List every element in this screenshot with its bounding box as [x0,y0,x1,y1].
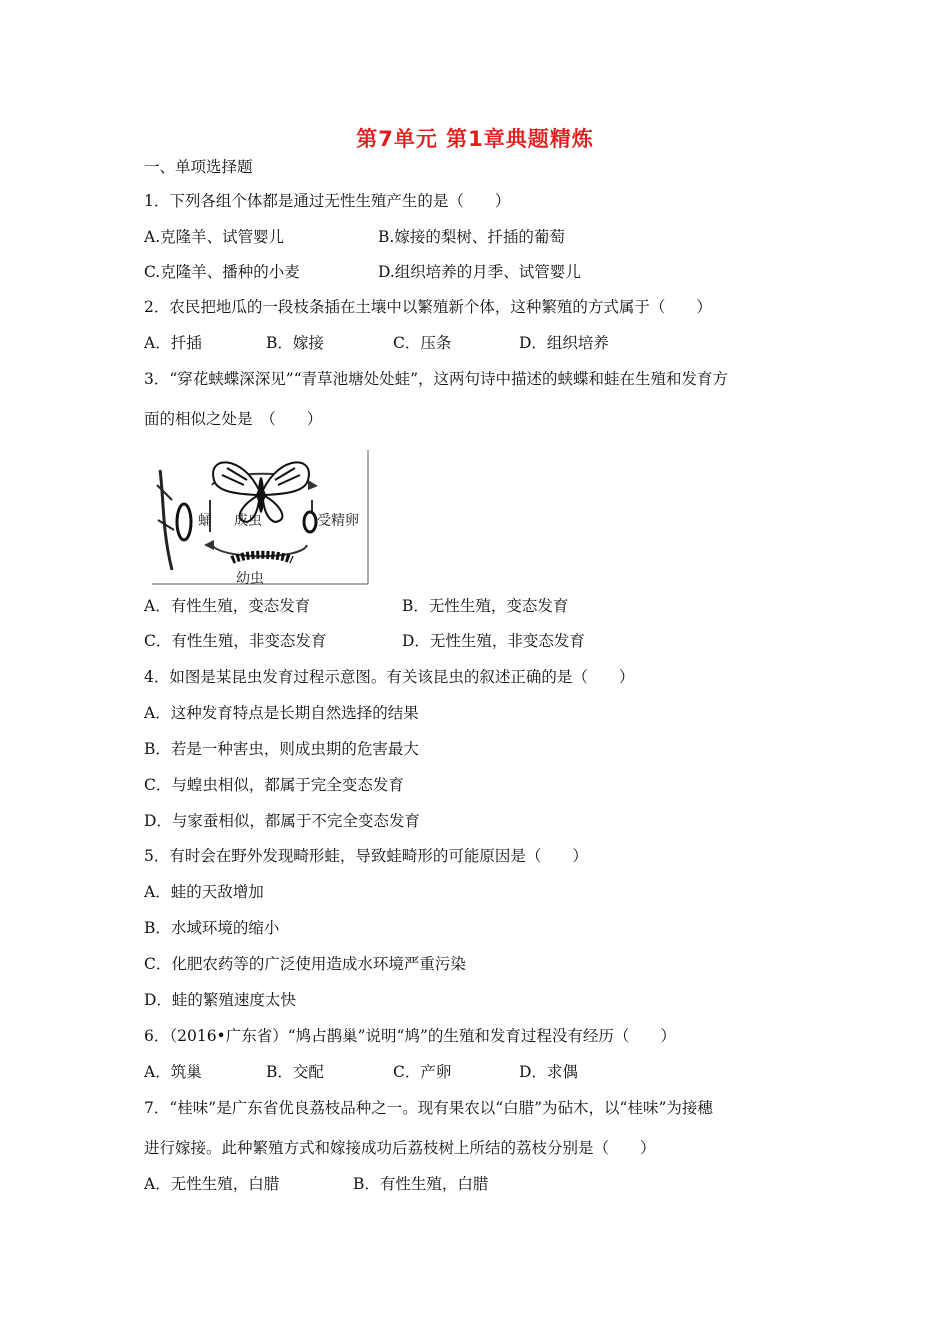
question-6-option-d: D．求偶 [519,1063,578,1081]
question-2-option-b: B．嫁接 [266,334,324,352]
question-1-option-b: B.嫁接的梨树、扦插的葡萄 [378,228,565,246]
question-5-option-d: D．蛙的繁殖速度太快 [144,991,296,1009]
question-6-option-a: A．筑巢 [144,1063,202,1081]
question-7-stem-line-1: 7．“桂味”是广东省优良荔枝品种之一。现有果农以“白腊”为砧木，以“桂味”为接穗 [144,1099,713,1117]
question-4-option-a: A．这种发育特点是长期自然选择的结果 [144,704,419,722]
question-2-option-c: C．压条 [393,334,452,352]
question-2-option-d: D．组织培养 [519,334,609,352]
question-5-stem: 5．有时会在野外发现畸形蛙，导致蛙畸形的可能原因是（ ） [144,847,588,865]
pupa-icon [157,470,191,570]
question-1-option-d: D.组织培养的月季、试管婴儿 [378,263,581,281]
question-5-option-b: B．水域环境的缩小 [144,919,280,937]
question-3-option-d: D．无性生殖，非变态发育 [402,632,585,650]
question-5-option-a: A．蛙的天敌增加 [144,883,264,901]
question-3-option-b: B．无性生殖，变态发育 [402,597,569,615]
question-3-stem-line-2: 面的相似之处是 （ ） [144,410,323,428]
question-7-option-b: B．有性生殖，白腊 [353,1175,489,1193]
label-pupa: 蛹 [198,513,212,529]
question-7-stem-line-2: 进行嫁接。此种繁殖方式和嫁接成功后荔枝树上所结的荔枝分别是（ ） [144,1139,656,1157]
cycle-arrow-bottom [212,545,307,556]
question-2-stem: 2．农民把地瓜的一段枝条插在土壤中以繁殖新个体，这种繁殖的方式属于（ ） [144,298,712,316]
label-larva: 幼虫 [236,571,264,587]
question-4-option-d: D．与家蚕相似，都属于不完全变态发育 [144,812,420,830]
question-3-option-c: C．有性生殖，非变态发育 [144,632,327,650]
question-4-option-b: B．若是一种害虫，则成虫期的危害最大 [144,740,419,758]
question-4-option-c: C．与蝗虫相似，都属于完全变态发育 [144,776,404,794]
egg-icon [304,512,316,532]
section-heading: 一、单项选择题 [144,158,253,176]
question-6-option-c: C．产卵 [393,1063,452,1081]
label-adult: 成虫 [234,513,262,529]
question-6-stem: 6．（2016•广东省）“鸠占鹊巢”说明“鸠”的生殖和发育过程没有经历（ ） [144,1027,676,1045]
label-fertilized-egg: 受精卵 [317,513,359,529]
question-2-option-a: A．扦插 [144,334,202,352]
question-1-option-a: A.克隆羊、试管婴儿 [144,228,285,246]
question-1-option-c: C.克隆羊、播种的小麦 [144,263,300,281]
question-6-option-b: B．交配 [266,1063,324,1081]
question-5-option-c: C．化肥农药等的广泛使用造成水环境严重污染 [144,955,466,973]
page-title: 第7单元 第1章典题精炼 [356,127,594,151]
question-1-stem: 1．下列各组个体都是通过无性生殖产生的是（ ） [144,192,511,210]
question-3-stem-line-1: 3．“穿花蛱蝶深深见”“青草池塘处处蛙”，这两句诗中描述的蛱蝶和蛙在生殖和发育方 [144,370,729,388]
butterfly-lifecycle-figure [152,450,370,586]
question-4-stem: 4．如图是某昆虫发育过程示意图。有关该昆虫的叙述正确的是（ ） [144,668,635,686]
question-7-option-a: A．无性生殖，白腊 [144,1175,280,1193]
question-3-option-a: A．有性生殖，变态发育 [144,597,311,615]
